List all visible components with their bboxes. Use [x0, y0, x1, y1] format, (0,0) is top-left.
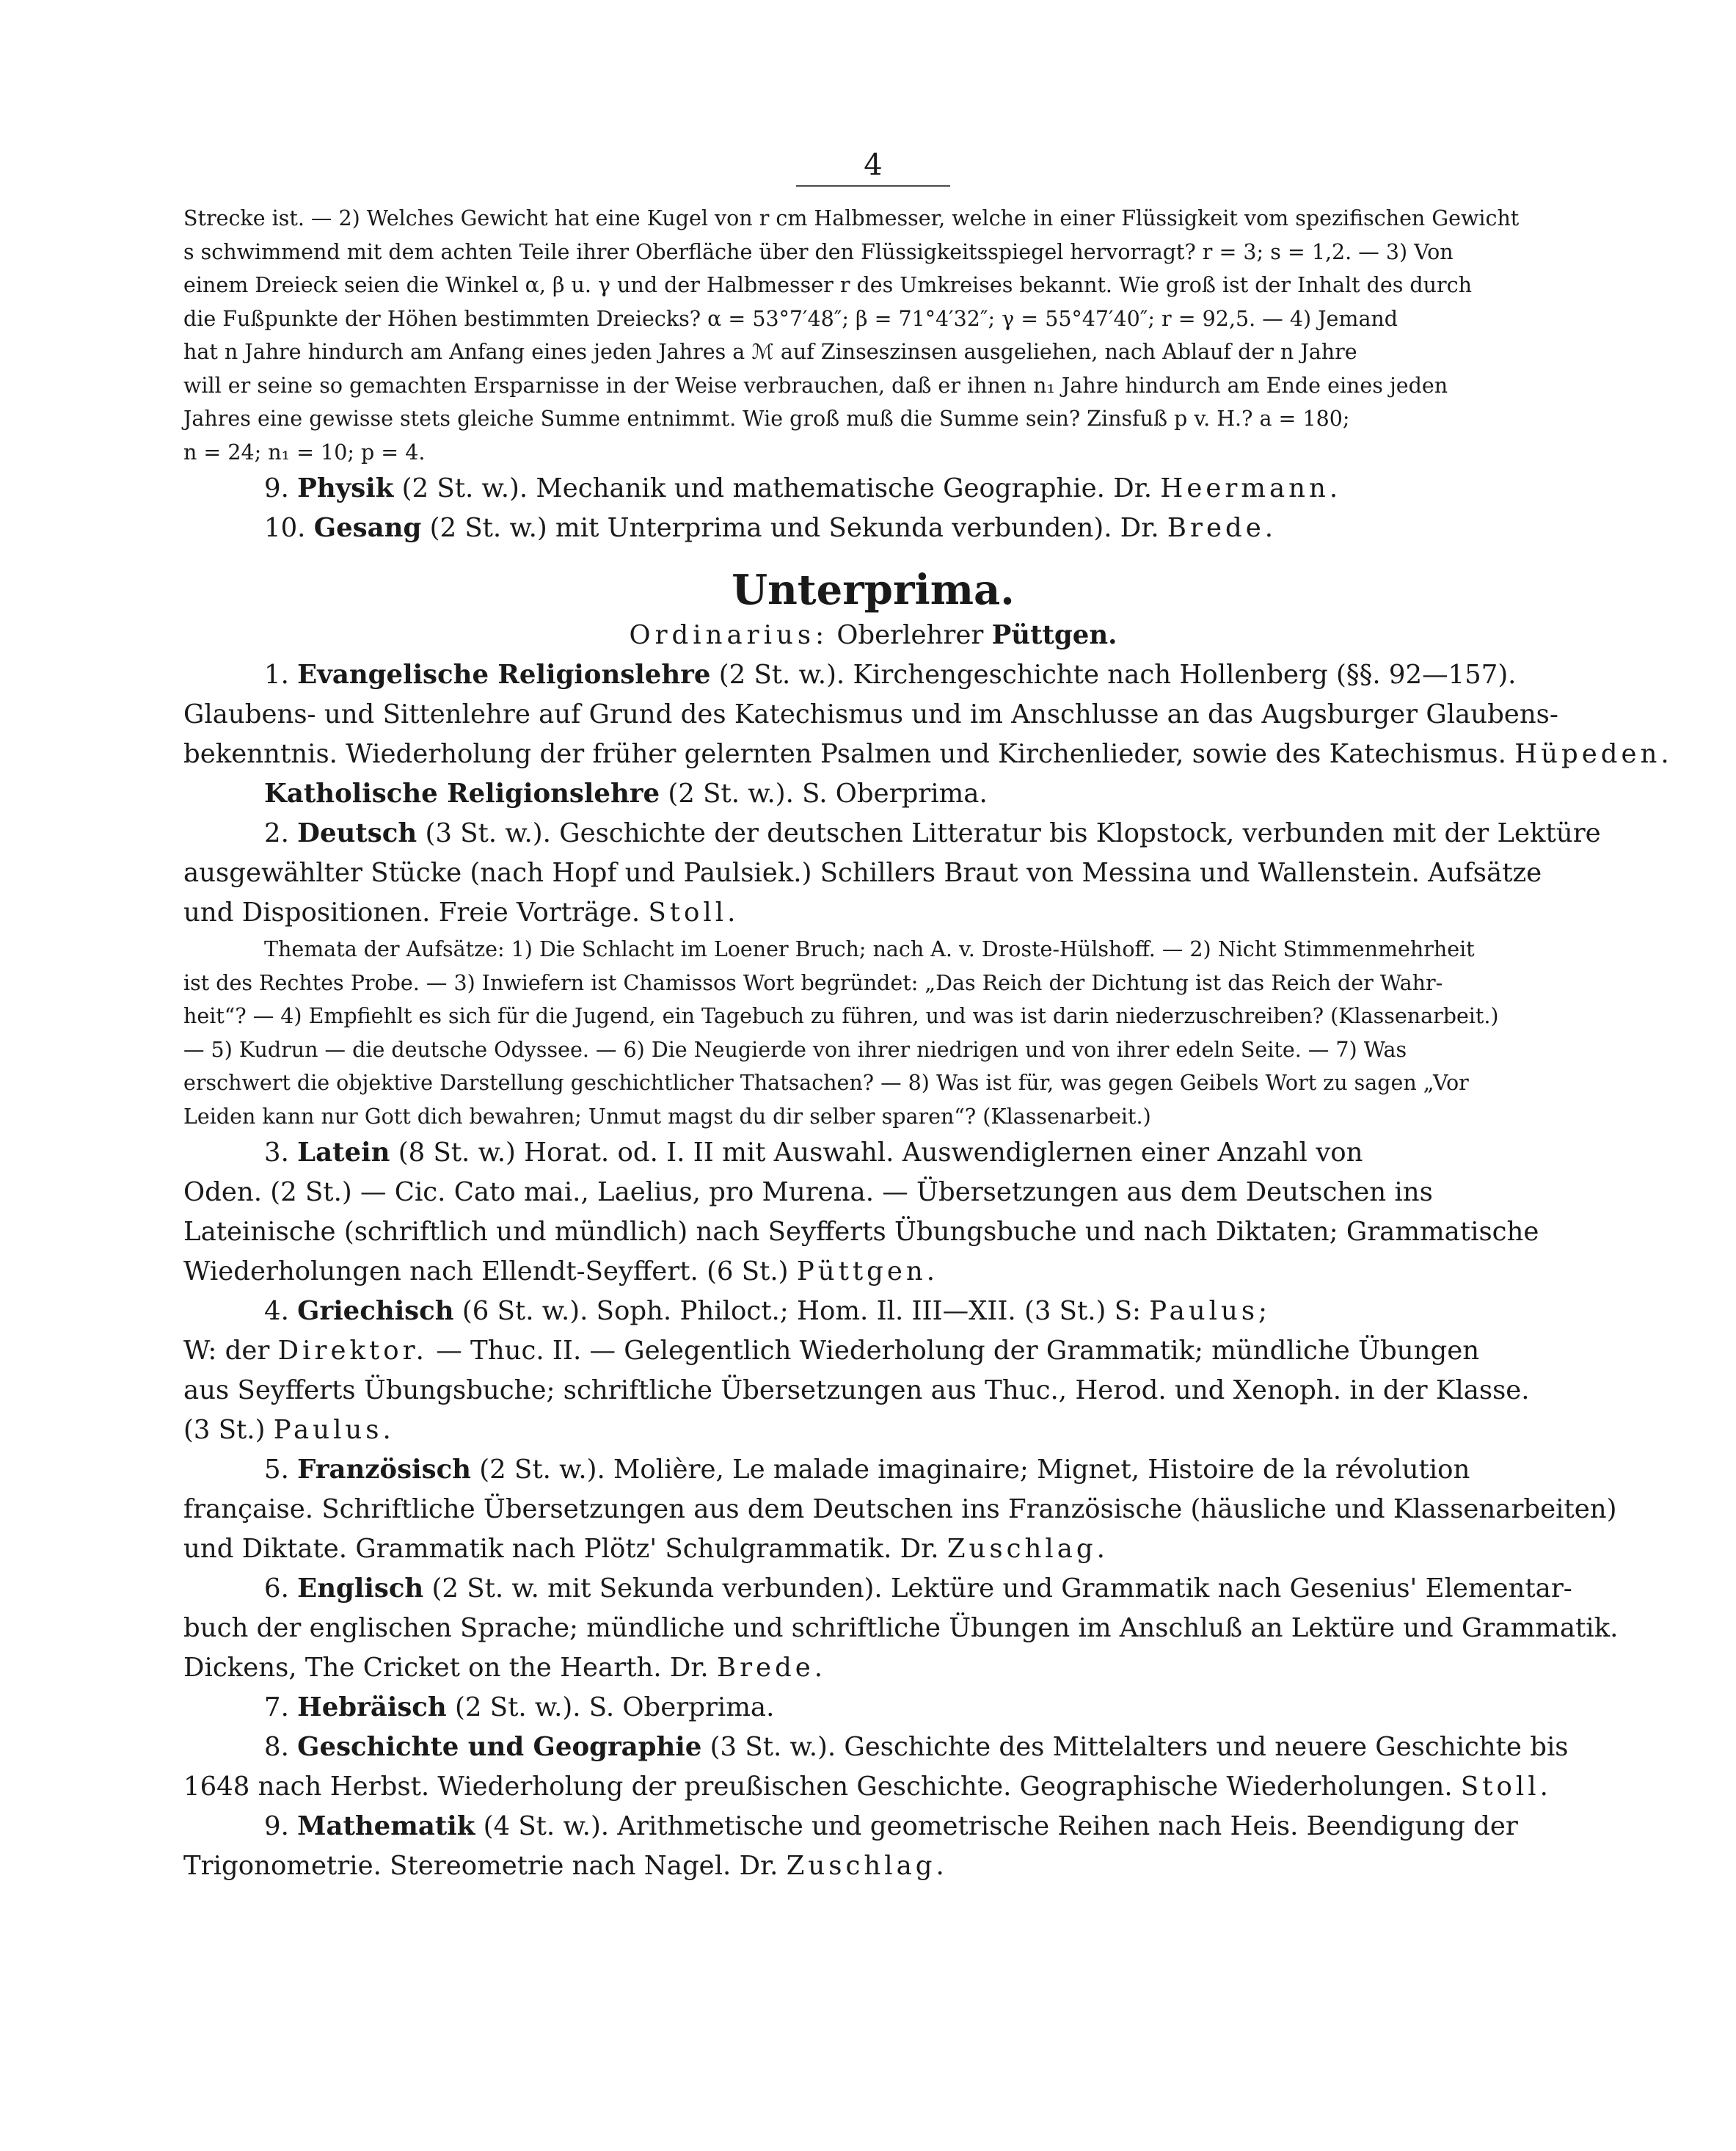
subject-religion: [183, 655, 1673, 814]
text-line: erschwert die objektive Darstellung geschichtlicher Thatsachen? — 8) Was ist für, was gegen Geibels Wort zu sagen „Vor: [183, 1071, 1469, 1095]
subject-name: Hebräisch: [297, 1692, 447, 1722]
subject-number: 7.: [264, 1692, 289, 1722]
text-line: buch der englischen Sprache; mündliche und schriftliche Übungen im Anschluß an Lektüre und Grammatik.: [183, 1613, 1619, 1643]
text-line: einem Dreieck seien die Winkel α, β u. γ und der Halbmesser r des Umkreises bekannt. Wie groß ist der Inhalt des durch: [183, 273, 1472, 297]
text-line: hat n Jahre hindurch am Anfang eines jeden Jahres a ℳ auf Zinseszinsen ausgeliehen, nach Ablauf der n Jahre: [183, 340, 1357, 364]
teacher-name: Paulus;: [1149, 1296, 1271, 1326]
subject-mathematik: [183, 1807, 1563, 1886]
subject-latein: [183, 1133, 1563, 1292]
subject-number: 1.: [264, 660, 289, 690]
teacher-name: Direktor.: [277, 1336, 428, 1366]
text-line: aus Seyfferts Übungsbuche; schriftliche Übersetzungen aus Thuc., Herod. und Xenoph. in der Klasse.: [183, 1375, 1530, 1405]
text-line: bekenntnis. Wiederholung der früher gelernten Psalmen und Kirchenlieder, sowie des Katechismus.: [183, 739, 1506, 769]
text-line: Oden. (2 St.) — Cic. Cato mai., Laelius, pro Murena. — Übersetzungen aus dem Deutschen ins: [183, 1177, 1433, 1207]
text-line: Wiederholungen nach Ellendt-Seyffert. (6 St.): [183, 1256, 789, 1286]
subject-text: (2 St. w. mit Sekunda verbunden). Lektüre und Grammatik nach Gesenius' Elementar-: [431, 1573, 1572, 1604]
subject-number: 9.: [264, 1811, 289, 1841]
text-line: Trigonometrie. Stereometrie nach Nagel. Dr.: [183, 1851, 778, 1881]
subject-text: (8 St. w.) Horat. od. I. II mit Auswahl. Auswendiglernen einer Anzahl von: [398, 1138, 1363, 1168]
text-line: ausgewählter Stücke (nach Hopf und Paulsiek.) Schillers Braut von Messina und Wallenstein. Aufsätze: [183, 858, 1542, 888]
ordinarius-line: [183, 616, 1563, 655]
teacher-name: Paulus.: [273, 1415, 395, 1445]
subject-text: (2 St. w.). Kirchengeschichte nach Hollenberg (§§. 92—157).: [718, 660, 1517, 690]
text-line: s schwimmend mit dem achten Teile ihrer Oberfläche über den Flüssigkeitsspiegel hervorragt? r = 3; s = 1,2. — 3) Von: [183, 239, 1454, 264]
subject-number: 3.: [264, 1138, 289, 1168]
subject-text: (4 St. w.). Arithmetische und geometrische Reihen nach Heis. Beendigung der: [483, 1811, 1518, 1841]
text-line: die Fußpunkte der Höhen bestimmten Dreiecks? α = 53°7′48″; β = 71°4′32″; γ = 55°47′40″; r = 92,5. — 4) Jemand: [183, 306, 1398, 331]
page-number: 4: [864, 148, 883, 182]
subject-name: Französisch: [297, 1455, 471, 1485]
subject-griechisch: [183, 1292, 1563, 1450]
subject-text: (2 St. w.). S. Oberprima.: [668, 779, 988, 809]
text-line: und Dispositionen. Freie Vorträge.: [183, 898, 641, 928]
teacher-name: Püttgen.: [796, 1256, 938, 1286]
subject-text: (2 St. w.). S. Oberprima.: [455, 1692, 775, 1722]
text-line: Lateinische (schriftlich und mündlich) nach Seyfferts Übungsbuche und nach Diktaten; Grammatische: [183, 1217, 1539, 1247]
essay-topics: [183, 933, 1563, 1133]
text-line: Glaubens- und Sittenlehre auf Grund des Katechismus und im Anschlusse an das Augsburger Glaubens-: [183, 699, 1558, 729]
teacher-name: Zuschlag.: [947, 1534, 1109, 1564]
subject-text: (2 St. w.). Mechanik und mathematische Geographie. Dr.: [401, 473, 1153, 503]
text-line: (3 St.): [183, 1415, 266, 1445]
subject-number: 2.: [264, 818, 289, 848]
teacher-name: Brede.: [1167, 513, 1277, 543]
teacher-name: Stoll.: [648, 898, 740, 928]
subject-name: Gesang: [313, 513, 422, 543]
subject-name: Evangelische Religionslehre: [297, 660, 711, 690]
subject-text: W: der: [183, 1336, 270, 1366]
text-line: und Diktate. Grammatik nach Plötz' Schulgrammatik. Dr.: [183, 1534, 939, 1564]
teacher-name: Heermann.: [1160, 473, 1342, 503]
subject-text: (6 St. w.). Soph. Philoct.; Hom. Il. III—XII. (3 St.) S:: [462, 1296, 1141, 1326]
subject-name: Englisch: [297, 1573, 424, 1604]
text-line: heit“? — 4) Empfiehlt es sich für die Jugend, ein Tagebuch zu führen, und was ist darin niederzuschreiben? (Klassenarbeit.): [183, 1004, 1499, 1028]
ordinarius-name: Püttgen.: [991, 620, 1117, 650]
subject-text: (3 St. w.). Geschichte des Mittelalters und neuere Geschichte bis: [710, 1732, 1569, 1762]
subject-englisch: [183, 1569, 1619, 1688]
section-title: Unterprima.: [732, 566, 1015, 614]
subject-name: Latein: [297, 1138, 390, 1168]
subject-text: (2 St. w.) mit Unterprima und Sekunda verbunden). Dr.: [429, 513, 1159, 543]
subject-name: Mathematik: [297, 1811, 475, 1841]
ordinarius-label: Ordinarius:: [629, 620, 829, 650]
subject-text: (3 St. w.). Geschichte der deutschen Litteratur bis Klopstock, verbunden mit der Lektüre: [425, 818, 1601, 848]
teacher-name: Zuschlag.: [786, 1851, 948, 1881]
math-problems-continuation: [183, 202, 1563, 469]
subject-number: 9.: [264, 473, 289, 503]
document-page: [183, 147, 1673, 1886]
subject-name: Geschichte und Geographie: [297, 1732, 702, 1762]
subject-text: (2 St. w.). Molière, Le malade imaginaire; Mignet, Histoire de la révolution: [479, 1455, 1470, 1485]
subject-deutsch: [183, 814, 1601, 933]
text-line: française. Schriftliche Übersetzungen aus dem Deutschen ins Französische (häusliche und Klassenarbeiten): [183, 1494, 1617, 1524]
subject-name: Physik: [297, 473, 394, 503]
ordinarius-text: Oberlehrer: [836, 620, 984, 650]
text-line: n = 24; n₁ = 10; p = 4.: [183, 440, 426, 465]
text-line: — 5) Kudrun — die deutsche Odyssee. — 6) Die Neugierde von ihrer niedrigen und von ihrer edeln Seite. — 7) Was: [183, 1037, 1407, 1062]
teacher-name: Stoll.: [1460, 1772, 1552, 1802]
subject-number: 5.: [264, 1455, 289, 1485]
subject-hebraeisch: [183, 1688, 1563, 1728]
subject-number: 10.: [264, 513, 306, 543]
text-line: Themata der Aufsätze: 1) Die Schlacht im Loener Bruch; nach A. v. Droste-Hülshoff. — 2) Nicht Stimmenmehrheit: [264, 937, 1475, 961]
subject-name: Deutsch: [297, 818, 417, 848]
subject-text: — Thuc. II. — Gelegentlich Wiederholung der Grammatik; mündliche Übungen: [436, 1336, 1480, 1366]
subject-name: Katholische Religionslehre: [264, 779, 660, 809]
text-line: 1648 nach Herbst. Wiederholung der preußischen Geschichte. Geographische Wiederholungen.: [183, 1772, 1453, 1802]
teacher-name: Hüpeden.: [1514, 739, 1673, 769]
subject-number: 4.: [264, 1296, 289, 1326]
subject-physik: [183, 469, 1563, 509]
text-line: Jahres eine gewisse stets gleiche Summe entnimmt. Wie groß muß die Summe sein? Zinsfuß p v. H.? a = 180;: [183, 407, 1350, 431]
text-line: Leiden kann nur Gott dich bewahren; Unmut magst du dir selber sparen“? (Klassenarbeit.): [183, 1104, 1151, 1129]
subject-name: Griechisch: [297, 1296, 454, 1326]
text-line: Dickens, The Cricket on the Hearth. Dr.: [183, 1653, 709, 1683]
subject-number: 6.: [264, 1573, 289, 1604]
subject-number: 8.: [264, 1732, 289, 1762]
text-line: will er seine so gemachten Ersparnisse in der Weise verbrauchen, daß er ihnen n₁ Jahre hindurch am Ende eines jeden: [183, 373, 1448, 398]
subject-geschichte: [183, 1728, 1569, 1807]
text-line: Strecke ist. — 2) Welches Gewicht hat eine Kugel von r cm Halbmesser, welche in einer Flüssigkeit vom spezifischen Gewicht: [183, 206, 1520, 230]
subject-franzoesisch: [183, 1450, 1617, 1569]
teacher-name: Brede.: [717, 1653, 827, 1683]
page-number-ornament: [796, 185, 950, 187]
text-line: ist des Rechtes Probe. — 3) Inwiefern ist Chamissos Wort begründet: „Das Reich der Dichtung ist das Reich der Wahr-: [183, 970, 1443, 995]
subject-gesang: [183, 509, 1563, 548]
